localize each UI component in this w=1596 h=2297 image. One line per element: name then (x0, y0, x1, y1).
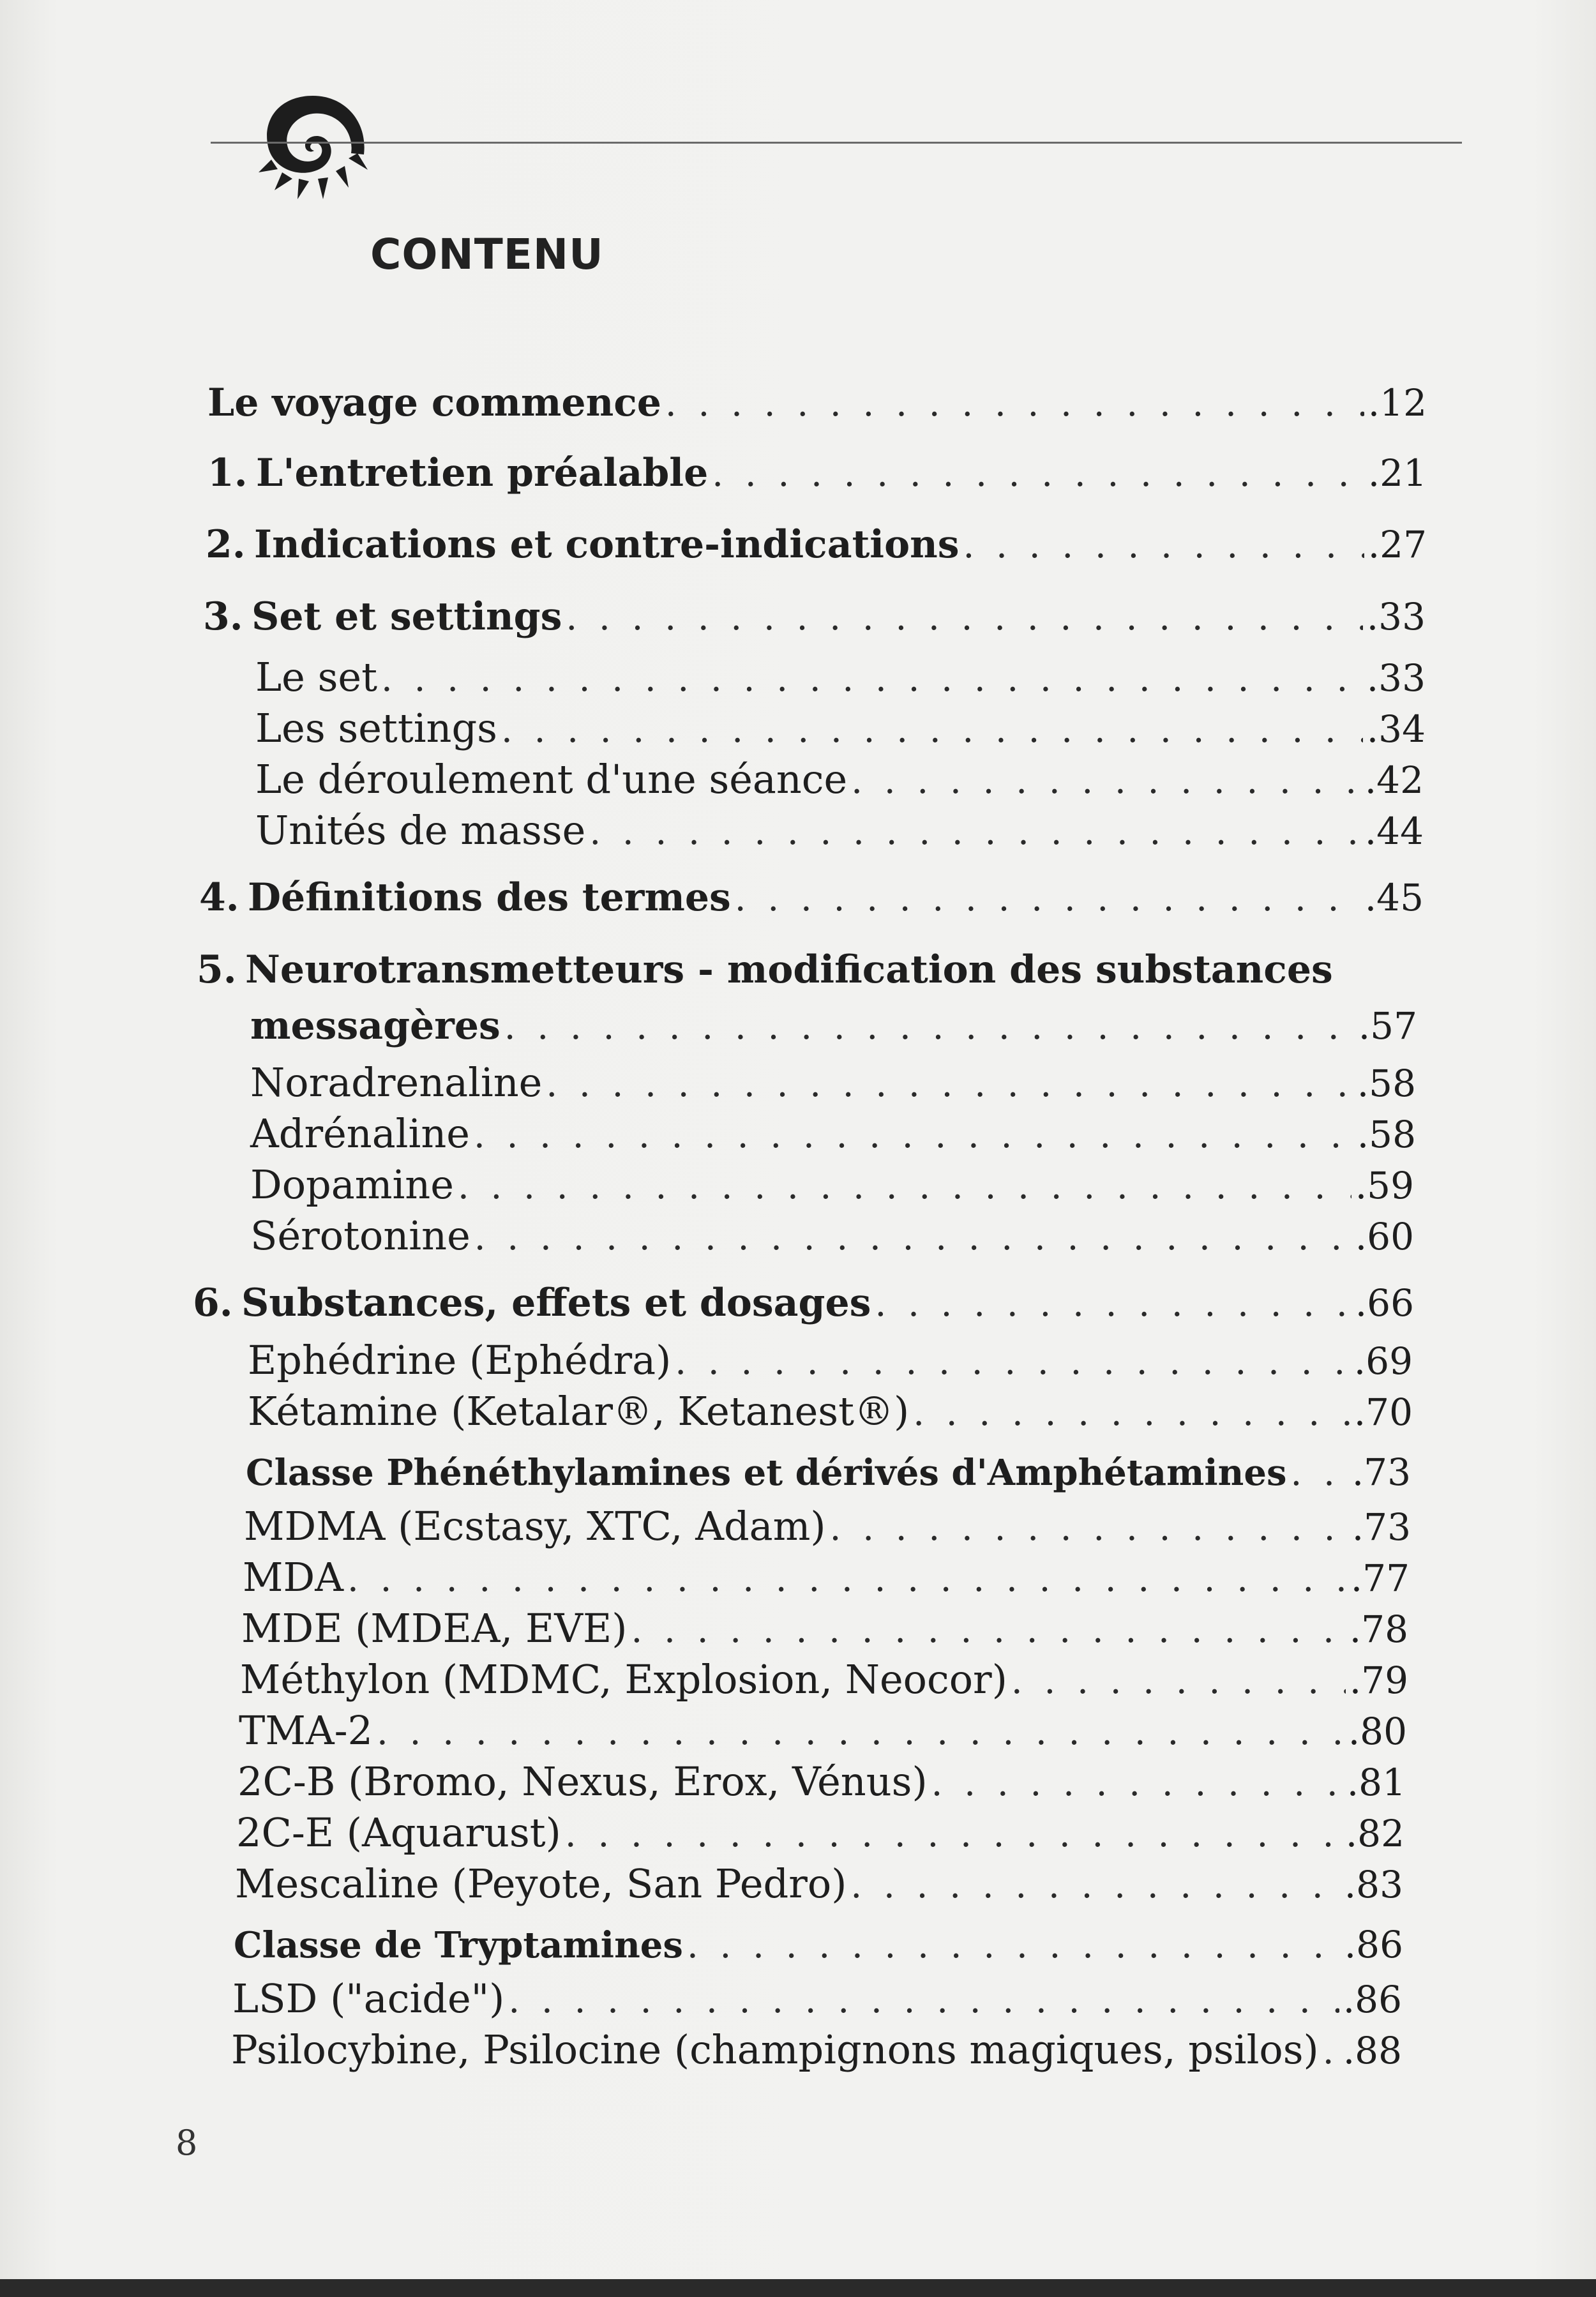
page-title: CONTENU (370, 230, 604, 279)
toc-entry-label: Neurotransmetteurs - modification des substances (245, 947, 1333, 992)
toc-entry-number: 2. (206, 522, 246, 567)
toc-entry-page: .73 (1351, 1505, 1411, 1549)
toc-entry-label: Indications et contre-indications (254, 522, 960, 567)
toc-entry-label: Méthylon (MDMC, Explosion, Neocor) (240, 1656, 1007, 1703)
toc-entry-label: Substances, effets et dosages (241, 1281, 871, 1325)
toc-entry-label: Le voyage commence (207, 380, 661, 425)
toc-entry-number: 4. (199, 875, 239, 920)
toc-subentry[interactable] (250, 1210, 1414, 1262)
toc-subentry[interactable] (239, 1705, 1407, 1757)
leader-dots (381, 653, 1363, 705)
toc-entry-page: .86 (1343, 1978, 1402, 2021)
toc-entry-page: .77 (1350, 1556, 1410, 1600)
toc-entry-label: MDMA (Ecstasy, XTC, Adam) (244, 1503, 826, 1549)
toc-entry-page: .69 (1353, 1339, 1413, 1383)
toc-entry-label: Le déroulement d'une séance (255, 756, 848, 802)
leader-dots (347, 1553, 1347, 1606)
leader-dots (458, 1161, 1351, 1213)
toc-subentry[interactable] (248, 1334, 1413, 1387)
leader-dots (504, 1001, 1355, 1053)
toc-entry-page: .34 (1366, 707, 1426, 751)
toc-entry[interactable] (207, 377, 1427, 429)
leader-dots (875, 1278, 1351, 1330)
leader-dots (851, 755, 1361, 808)
toc-subentry[interactable] (255, 651, 1426, 704)
toc-subentry[interactable] (243, 1551, 1410, 1604)
toc-entry-page: .58 (1357, 1062, 1416, 1105)
toc-entry-label: 2C-B (Bromo, Nexus, Erox, Vénus) (237, 1758, 928, 1805)
toc-entry-page: .66 (1355, 1281, 1414, 1325)
toc-entry-page: .81 (1346, 1761, 1406, 1804)
leader-dots (565, 1809, 1342, 1861)
toc-entry-number: 6. (193, 1281, 233, 1325)
leader-dots (501, 704, 1363, 757)
toc-subentry[interactable] (244, 1500, 1411, 1553)
toc-subentry[interactable] (255, 702, 1426, 755)
toc-subentry[interactable] (255, 753, 1424, 806)
toc-entry-label: Ephédrine (Ephédra) (248, 1337, 672, 1383)
toc-entry-page: .42 (1364, 758, 1424, 802)
toc-subentry[interactable] (240, 1653, 1408, 1706)
toc-entry-number: 1. (207, 451, 248, 495)
toc-class-heading[interactable] (234, 1918, 1403, 1971)
toc-entry-page: .21 (1367, 451, 1427, 495)
toc-entry-label: Classe Phénéthylamines et dérivés d'Amphétamines (246, 1452, 1287, 1494)
toc-subentry[interactable] (231, 2024, 1402, 2076)
leader-dots (850, 1860, 1340, 1912)
toc-entry-page: .88 (1343, 2029, 1402, 2072)
leader-dots (931, 1758, 1343, 1810)
toc-entry-page: .86 (1344, 1923, 1403, 1966)
leader-dots (546, 1058, 1353, 1111)
toc-entry-number: 3. (203, 594, 243, 639)
toc-entry-label: Unités de masse (255, 807, 586, 854)
leader-dots (830, 1502, 1348, 1555)
leader-dots (963, 520, 1364, 572)
toc-entry[interactable] (197, 944, 1422, 996)
leader-dots (1011, 1655, 1346, 1708)
toc-entry[interactable] (193, 1277, 1414, 1329)
toc-subentry[interactable] (250, 1108, 1416, 1160)
toc-entry-label: Adrénaline (250, 1110, 470, 1157)
toc-entry[interactable] (203, 591, 1426, 643)
toc-entry-page: .45 (1364, 876, 1424, 919)
leader-dots (675, 1336, 1350, 1389)
toc-entry-page: .78 (1349, 1608, 1408, 1651)
page-number: 8 (176, 2123, 198, 2163)
toc-entry-label: messagères (250, 1004, 501, 1048)
toc-subentry[interactable] (250, 1057, 1416, 1109)
toc-entry-label: Dopamine (250, 1161, 454, 1208)
leader-dots (687, 1920, 1341, 1972)
toc-entry-label: Kétamine (Ketalar®, Ketanest®) (248, 1388, 910, 1435)
toc-entry-page: .70 (1353, 1390, 1413, 1434)
toc-subentry[interactable] (241, 1602, 1408, 1655)
toc-entry-label: Mescaline (Peyote, San Pedro) (235, 1860, 847, 1907)
leader-dots (474, 1212, 1351, 1264)
page-bottom-edge (0, 2279, 1596, 2297)
toc-entry-label: MDE (MDEA, EVE) (241, 1605, 628, 1652)
toc-entry-page: .83 (1344, 1863, 1403, 1906)
toc-entry-label: TMA-2 (239, 1707, 373, 1754)
leader-dots (665, 378, 1364, 430)
toc-subentry[interactable] (237, 1756, 1406, 1808)
toc-entry-label: Psilocybine, Psilocine (champignons magiques, psilos) (231, 2026, 1319, 2073)
leader-dots (1323, 2026, 1339, 2078)
leader-dots (631, 1604, 1345, 1657)
toc-entry-label: Sérotonine (250, 1212, 471, 1259)
toc-entry-label: Le set (255, 654, 377, 700)
toc-entry-page: .82 (1345, 1812, 1404, 1855)
toc-entry-label: LSD ("acide") (232, 1975, 505, 2022)
toc-entry-page: .33 (1366, 656, 1426, 700)
leader-dots (377, 1706, 1344, 1759)
toc-entry-label: Définitions des termes (248, 875, 731, 920)
leader-dots (589, 806, 1360, 859)
toc-entry-page: .27 (1367, 523, 1427, 566)
leader-dots (1290, 1447, 1348, 1500)
toc-entry-page: .80 (1348, 1710, 1407, 1753)
toc-entry-label: Classe de Tryptamines (234, 1924, 683, 1966)
toc-entry-page: .57 (1358, 1004, 1417, 1048)
toc-entry-page: .59 (1355, 1164, 1414, 1207)
toc-subentry[interactable] (255, 804, 1424, 857)
toc-subentry[interactable] (236, 1807, 1404, 1859)
toc-entry-page: .12 (1367, 381, 1427, 425)
toc-entry-label: MDA (243, 1554, 343, 1600)
toc-entry[interactable] (206, 518, 1427, 571)
toc-entry-page: .44 (1364, 810, 1424, 853)
toc-entry-label: Les settings (255, 705, 497, 751)
leader-dots (474, 1110, 1353, 1162)
toc-entry-page: .58 (1357, 1113, 1416, 1156)
toc-entry-label: 2C-E (Aquarust) (236, 1809, 561, 1856)
toc-subentry[interactable] (235, 1858, 1403, 1910)
toc-subentry[interactable] (250, 1159, 1414, 1211)
leader-dots (508, 1975, 1339, 2027)
toc-entry-page: .60 (1355, 1215, 1414, 1258)
toc-entry-page: .73 (1351, 1450, 1411, 1494)
toc-entry-label: Set et settings (252, 594, 562, 639)
toc-entry-number: 5. (197, 947, 237, 992)
toc-subentry[interactable] (248, 1385, 1413, 1438)
leader-dots (913, 1387, 1350, 1440)
toc-entry[interactable] (199, 871, 1424, 924)
toc-entry-page: .79 (1349, 1659, 1408, 1702)
toc-entry-label: Noradrenaline (250, 1059, 543, 1106)
leader-dots (566, 592, 1362, 644)
leader-dots (735, 873, 1361, 925)
toc-entry-continuation[interactable] (250, 1000, 1417, 1052)
toc-subentry[interactable] (232, 1973, 1402, 2025)
toc-entry-page: .33 (1366, 595, 1426, 638)
leader-dots (712, 448, 1364, 501)
toc-entry[interactable] (207, 447, 1427, 499)
toc-entry-label: L'entretien préalable (256, 451, 709, 495)
toc-class-heading[interactable] (246, 1446, 1411, 1498)
